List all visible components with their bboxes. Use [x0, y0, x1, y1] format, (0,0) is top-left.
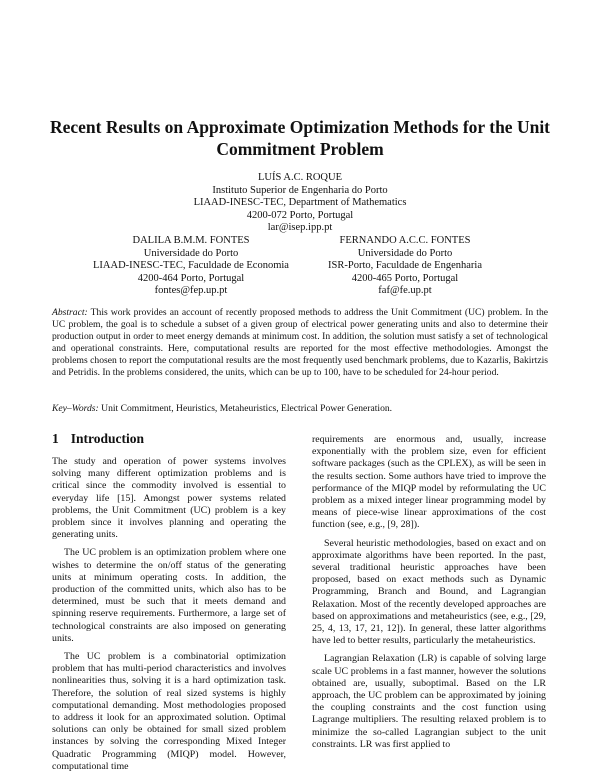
- body-left-column: [52, 456, 286, 773]
- keywords-text: Unit Commitment, Heuristics, Metaheuristics, Electrical Power Generation.: [101, 403, 393, 414]
- abstract-text: This work provides an account of recently proposed methods to address the Unit Commitment (UC) problem. In the UC problem, the goal is to schedule a subset of a given group of electrical power generating units and also to determine their production output in order to meet energy demands at minimum cost. In addition, the solution must satisfy a set of technological and operational constraints. Here, computational results are reported for the most effective methodologies. Amongst the problems chosen to report the computational results are the most frequently used benchmark problems, due to Kazarlis, Bakirtzis and Petridis. In the problems considered, the units, which can be up to 100, have to be scheduled for 24-hour period.: [52, 307, 549, 378]
- paragraph: Lagrangian Relaxation (LR) is capable of solving large scale UC problems in a fast manner, however the solutions obtained are, usually, suboptimal. Based on the LR approach, the UC problem can be approximated by joining the coupling constraints and the cost function using Lagrange multipliers. The resulting relaxed problem is to minimize the so-called Lagrangian subject to the unit constraints. LR was first applied to: [312, 653, 546, 750]
- coauthor-left-address: 4200-464 Porto, Portugal: [137, 272, 245, 284]
- keywords-label: Key–Words:: [52, 403, 99, 414]
- paragraph: The study and operation of power systems involves solving many different optimization problems and is critical since the commodity involved is essential to everyday life [15]. Amongst power systems related problems, the Unit Commitment (UC) problem is a key problem since it involves planning and operating the generating units.: [52, 456, 286, 541]
- section-title: Introduction: [70, 431, 145, 446]
- paragraph: requirements are enormous and, usually, increase exponentially with the problem size, even for efficient software packages (such as the CPLEX), as will be seen in the results section. Some authors have tried to improve the performance of the MIQP model by reformulating the UC problem as a mixed integer linear programming model by means of piece-wise linear approximations of the cost function (see, e.g., [9, 28]).: [312, 434, 546, 531]
- keywords: [52, 403, 548, 415]
- section-number: 1: [52, 431, 59, 446]
- body-right-column: [312, 434, 546, 751]
- main-author-affiliation-1: Instituto Superior de Engenharia do Porto: [212, 184, 388, 196]
- main-author-affiliation-2: LIAAD-INESC-TEC, Department of Mathematics: [193, 197, 407, 209]
- paragraph: Several heuristic methodologies, based on exact and on approximate algorithms have been reported. In the past, several traditional heuristic approaches have been proposed, based on exact methods such as Dynamic Programming, Branch and Bound, and Lagrangian Relaxation. Most of the recently developed approaches are based on approximations and metaheuristics (see, e.g., [29, 25, 4, 13, 17, 21, 12]). In general, these latter algorithms have led to better results, particularly the metaheuristics.: [312, 537, 546, 647]
- abstract: [52, 307, 548, 379]
- coauthor-right-email[interactable]: faf@fe.up.pt: [378, 285, 432, 297]
- coauthor-right-address: 4200-465 Porto, Portugal: [351, 272, 459, 284]
- coauthor-left-name: DALILA B.M.M. FONTES: [132, 235, 250, 246]
- title-line-2: Commitment Problem: [216, 139, 384, 159]
- paragraph: The UC problem is a combinatorial optimization problem that has multi-period characteristics and involves nonlinearities thus, solving it is a hard optimization task. Therefore, the solution of real sized systems is highly computational demanding. Most methodologies proposed to address it look for an approximated solution. Optimal solutions can only be obtained for small sized problem instances by solving the corresponding Mixed Integer Quadratic Programming (MIQP) model. However, computational time: [52, 651, 286, 772]
- coauthor-left-email[interactable]: fontes@fep.up.pt: [154, 285, 228, 297]
- paragraph: The UC problem is an optimization problem where one wishes to determine the on/off status of the generating units at minimum operating costs. In addition, the production of the committed units, which also has to be determined, must be such that it meets demand and spinning reserve requirements. Furthermore, a large set of technological constraints are also imposed on generating units.: [52, 547, 286, 644]
- coauthor-right-affiliation-1: Universidade do Porto: [357, 247, 453, 259]
- coauthor-right-affiliation-2: ISR-Porto, Faculdade de Engenharia: [328, 260, 482, 272]
- coauthor-left-block: [86, 235, 296, 298]
- main-author-address: 4200-072 Porto, Portugal: [246, 209, 354, 221]
- paper-title: [40, 116, 560, 160]
- abstract-label: Abstract:: [52, 307, 88, 318]
- main-author-email[interactable]: lar@isep.ipp.pt: [267, 222, 333, 234]
- coauthor-right-block: [300, 235, 510, 298]
- main-author-block: [150, 172, 450, 235]
- title-line-1: Recent Results on Approximate Optimization Methods for the Unit: [49, 117, 551, 137]
- main-author-name: LUÍS A.C. ROQUE: [257, 172, 342, 183]
- coauthor-left-affiliation-2: LIAAD-INESC-TEC, Faculdade de Economia: [93, 260, 289, 272]
- coauthor-right-name: FERNANDO A.C.C. FONTES: [339, 235, 471, 246]
- section-heading-introduction: [52, 431, 144, 447]
- coauthor-left-affiliation-1: Universidade do Porto: [143, 247, 239, 259]
